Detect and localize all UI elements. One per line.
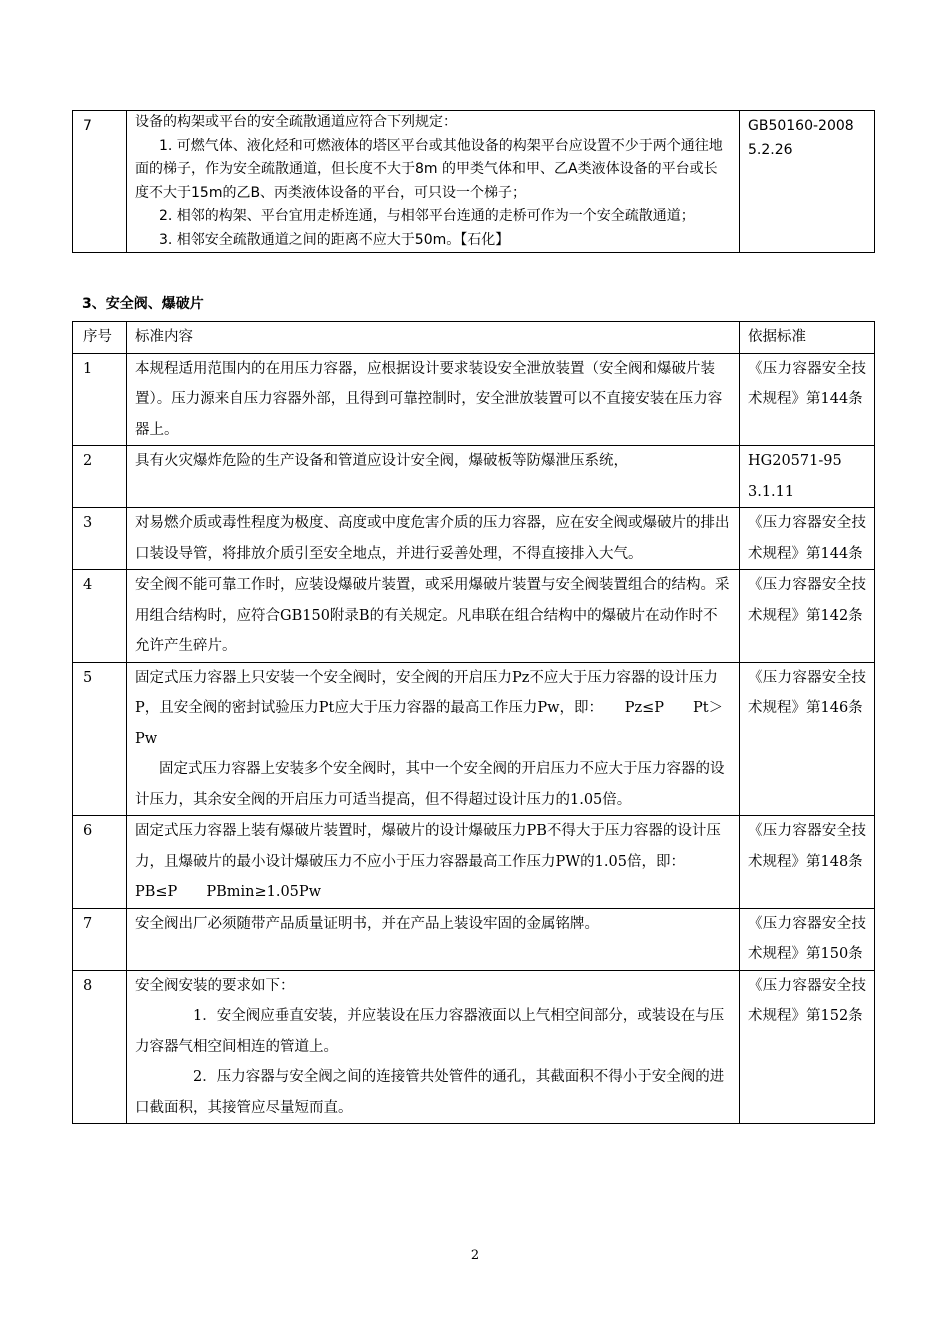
table-header-row: [73, 322, 875, 354]
row-standard: 《压力容器安全技术规程》第142条: [740, 570, 875, 663]
row-standard: 《压力容器安全技术规程》第144条: [740, 508, 875, 570]
row-content: [127, 570, 740, 663]
table-row: [73, 353, 875, 446]
table-row: [73, 908, 875, 970]
content-line: 具有火灾爆炸危险的生产设备和管道应设计安全阀，爆破板等防爆泄压系统，: [135, 453, 628, 469]
content-line: 对易燃介质或毒性程度为极度、高度或中度危害介质的压力容器，应在安全阀或爆破片的排出口装设导管，将排放介质引至安全地点，并进行妥善处理，不得直接排入大气。: [135, 515, 730, 562]
content-line: 安全阀不能可靠工作时，应装设爆破片装置，或采用爆破片装置与安全阀装置组合的结构。采用组合结构时，应符合GB150附录B的有关规定。凡串联在组合结构中的爆破片在动作时不允许产生碎片。: [135, 577, 730, 654]
row-standard: 《压力容器安全技术规程》第148条: [740, 816, 875, 909]
table-row: [73, 970, 875, 1124]
standard-line: 3.1.11: [748, 483, 795, 500]
page-number: 2: [470, 1248, 480, 1263]
content-line: 3. 相邻安全疏散通道之间的距离不应大于50m。【石化】: [159, 231, 510, 248]
row-content: [127, 111, 740, 253]
content-line: 固定式压力容器上装有爆破片装置时，爆破片的设计爆破压力PB不得大于压力容器的设计压力，且爆破片的最小设计爆破压力不应小于压力容器最高工作压力PW的1.05倍，即： PB≤P PBmin≥1.05Pw: [135, 823, 721, 900]
content-line: 安全阀出厂必须随带产品质量证明书，并在产品上装设牢固的金属铭牌。: [135, 915, 599, 932]
row-number: 6: [73, 816, 127, 909]
content-line: 1. 可燃气体、液化烃和可燃液体的塔区平台或其他设备的构架平台应设置不少于两个通往地面的梯子，作为安全疏散通道，但长度不大于8m 的甲类气体和甲、乙A类液体设备的平台或长度不大于15m的乙B、丙类液体设备的平台，可只设一个梯子；: [135, 137, 723, 201]
row-number: 7: [73, 908, 127, 970]
content-line: 1．安全阀应垂直安装，并应装设在压力容器液面以上气相空间部分，或装设在与压力容器气相空间相连的管道上。: [135, 1008, 725, 1055]
row-number: 5: [73, 662, 127, 816]
content-line: 固定式压力容器上安装多个安全阀时，其中一个安全阀的开启压力不应大于压力容器的设计压力，其余安全阀的开启压力可适当提高，但不得超过设计压力的1.05倍。: [135, 761, 725, 808]
row-standard: [740, 446, 875, 508]
row-content: [127, 970, 740, 1124]
standard-line: 5.2.26: [748, 141, 793, 158]
table-row: [73, 816, 875, 909]
row-standard: 《压力容器安全技术规程》第150条: [740, 908, 875, 970]
row-standard: [740, 111, 875, 253]
main-standards-table: [72, 321, 875, 1124]
row-number: 7: [73, 111, 127, 253]
row-number: 2: [73, 446, 127, 508]
row-standard: 《压力容器安全技术规程》第152条: [740, 970, 875, 1124]
section-heading: 3、安全阀、爆破片: [82, 296, 204, 312]
row-number: 4: [73, 570, 127, 663]
row-number: 3: [73, 508, 127, 570]
row-content: [127, 446, 740, 508]
content-line: 设备的构架或平台的安全疏散通道应符合下列规定：: [135, 114, 457, 130]
table-row: [73, 662, 875, 816]
table-row: [73, 111, 875, 253]
row-content: [127, 508, 740, 570]
row-number: 1: [73, 353, 127, 446]
row-number: 8: [73, 970, 127, 1124]
header-no: 序号: [73, 322, 127, 354]
table-row: [73, 570, 875, 663]
header-content: 标准内容: [127, 322, 740, 354]
content-line: 本规程适用范围内的在用压力容器，应根据设计要求装设安全泄放装置（安全阀和爆破片装置）。压力源来自压力容器外部，且得到可靠控制时，安全泄放装置可以不直接安装在压力容器上。: [135, 360, 723, 438]
table-row: [73, 508, 875, 570]
header-standard: 依据标准: [740, 322, 875, 354]
table-row: [73, 446, 875, 508]
row-content: [127, 816, 740, 909]
row-content: [127, 908, 740, 970]
standard-line: GB50160-2008: [748, 118, 854, 134]
content-line: 固定式压力容器上只安装一个安全阀时，安全阀的开启压力Pz不应大于压力容器的设计压力P，且安全阀的密封试验压力Pt应大于压力容器的最高工作压力Pw，即： Pz≤P Pt＞Pw: [135, 669, 724, 747]
row-standard: 《压力容器安全技术规程》第146条: [740, 662, 875, 816]
standard-line: HG20571-95: [748, 453, 842, 469]
content-line: 2. 相邻的构架、平台宜用走桥连通，与相邻平台连通的走桥可作为一个安全疏散通道；: [159, 208, 695, 224]
row-standard: 《压力容器安全技术规程》第144条: [740, 353, 875, 446]
top-standards-table: [72, 110, 875, 253]
content-line: 安全阀安装的要求如下：: [135, 977, 295, 994]
row-content: [127, 353, 740, 446]
content-line: 2．压力容器与安全阀之间的连接管共处管件的通孔，其截面积不得小于安全阀的进口截面积，其接管应尽量短而直。: [135, 1069, 725, 1116]
row-content: [127, 662, 740, 816]
